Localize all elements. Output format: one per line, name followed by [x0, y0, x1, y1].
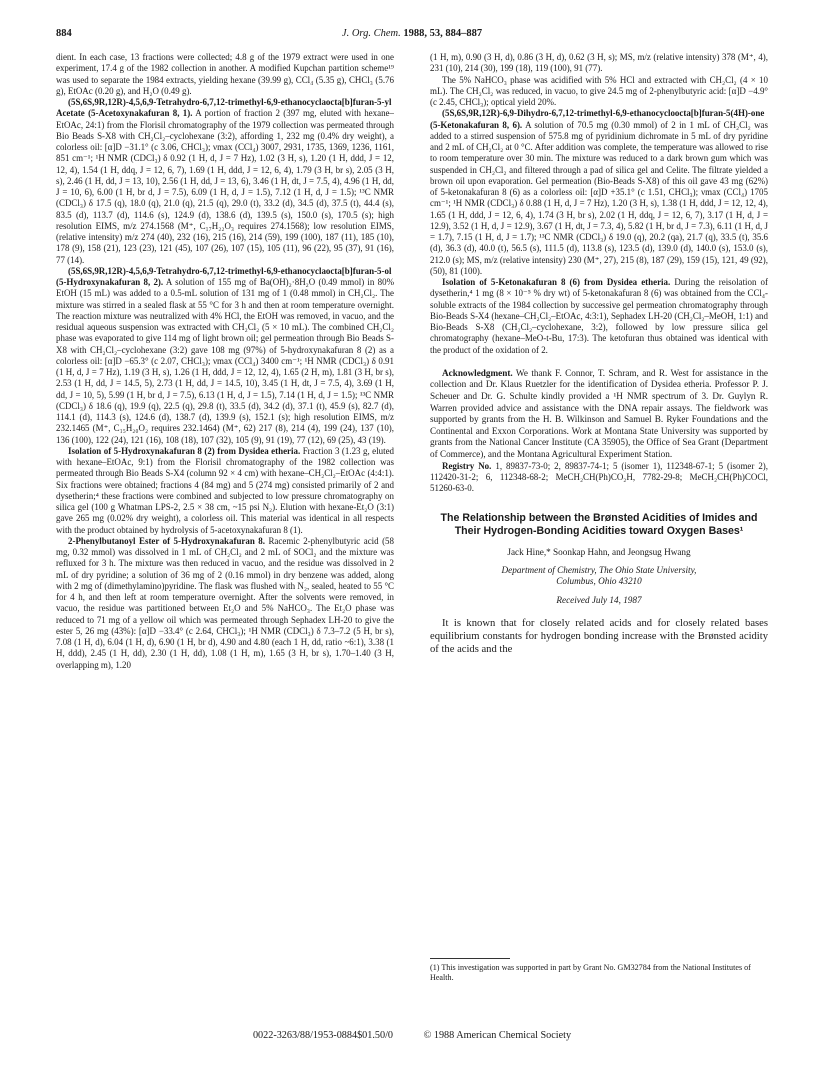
affiliation-line: Columbus, Ohio 43210 — [556, 575, 642, 586]
article-authors: Jack Hine,* Soonkap Hahn, and Jeongsug Hwang — [507, 547, 691, 558]
paragraph-body: Fraction 3 (1.23 g, eluted with hexane–EtOAc, 9:1) from the Florisil chromatography of the 1982 collection was permeated through Bio Beads S-X4 (column 92 × 4 cm) with hexane–CH₂Cl₂–EtOAc (4:4:1). Six fractions were obtained; fractions 4 (84 mg) and 5 (274 mg) consisted primarily of 2 and dysetherin;⁴ these fractions were combined and subjected to low pressure chromatography on silica gel (100 g Whatman LPS-2, 2.5 × 38 cm, ~15 psi N₂). Elution with hexane-Et₂O (3:1) gave 265 mg (0.02% dry weight), a colorless oil. This material was identical in all respects with the product obtained by hydrolysis of 5-acetoxynakafuran 8 (1). — [56, 445, 394, 535]
page-number: 884 — [56, 28, 72, 39]
paragraph-body: A solution of 70.5 mg (0.30 mmol) of 2 in 1 mL of CH₂Cl₂ was added to a stirred suspension of 575.8 mg of pyridinium dichromate in 5 mL of dry pyridine and 2 mL of CH₂Cl₂ at 0 °C. After addition was complete, the temperature was allowed to rise to room temperature over 30 min. The mixture was reduced to a dark brown gum which was suspended in CH₂Cl₂ and filtered through a pad of silica gel and Celite. The filtrate yielded a brown oil upon evaporation. Gel permeation (Bio-Beads S-X8) of this oil gave 43 mg (62%) of 5-ketonakafuran 8 (6) as a colorless oil: [α]D +35.1° (c 1.51, CHCl₃); νmax (CCl₄) 1705 cm⁻¹; ¹H NMR (CDCl₃) δ 0.88 (1 H, d, J = 7 Hz), 1.20 (3 H, s), 1.38 (1 H, ddd, J = 12, 12, 4), 1.65 (1 H, ddd, J = 12, 6, 4), 1.74 (3 H, br s), 2.02 (1 H, ddq, J = 12, 6, 7), 3.17 (1 H, d, J = 12.9), 3.52 (1 H, d, J = 12.9), 3.67 (1 H, dt, J = 7.3, 4), 5.82 (1 H, br d, J = 7.3), 6.11 (1 H, d, J = 1.7), 7.15 (1 H, d, J = 1.7); ¹³C NMR (CDCl₃) δ 19.0 (q), 20.2 (qa), 21.7 (q), 33.5 (t), 35.6 (d), 36.3 (d), 40.0 (t), 56.5 (s), 111.5 (d), 113.8 (s), 123.5 (d), 139.0 (d), 140.0 (s), 153.0 (s), 212.0 (s); MS, m/z (relative intensity) 230 (M⁺, 27), 215 (8), 187 (29), 159 (15), 121, 49 (92), (50), 81 (100). — [430, 119, 768, 276]
paragraph-body: During the reisolation of dysetherin,⁴ 1 mg (8 × 10⁻⁵ % dry wt) of 5-ketonakafuran 8 (6) was obtained from the CCl₄-soluble extracts of the 1984 collection by successive gel permeation chromatography through Bio-Beads S-X4 (hexane–CH₂Cl₂–EtOAc, 4:3:1), Sephadex LH-20 (CH₂Cl₂–MeOH, 1:1) and Bio-Beads S-X8 (CH₂Cl₂–cyclohexane, 3:2), followed by low pressure silica gel chromatography (hexane–MeO-t-Bu, 17:3). The ketofuran thus obtained was identical with the product of the oxidation of 2. — [430, 277, 768, 355]
paragraph — [430, 108, 768, 277]
affiliation-line: Department of Chemistry, The Ohio State University, — [501, 564, 697, 575]
right-column — [430, 52, 768, 1007]
footer-code: 0022-3263/88/1953-0884$01.50/0 — [252, 1030, 394, 1041]
registry-numbers — [430, 461, 768, 495]
section-heading: (5S,6S,9R,12R)-4,5,6,9-Tetrahydro-6,7,12-trimethyl-6,9-ethanocyclaocta[b]furan-5-ol (5-Hydroxynakafuran 8, 2). — [56, 265, 392, 287]
acknowledgment-heading: Acknowledgment. — [442, 367, 513, 378]
article-affiliation — [430, 565, 768, 588]
paragraph: dient. In each case, 13 fractions were collected; 4.8 g of the 1979 extract were used in one experiment, 17.4 g of the 1982 collection in another. A modified Kupchan partition scheme¹⁹ was used to separate the 1984 extracts, yielding hexane (39.99 g), CCl₄ (5.35 g), CHCl₃ (5.76 g), EtOAc (0.20 g), and H₂O (0.49 g). — [56, 52, 394, 96]
article-intro: It is known that for closely related acids and for closely related bases equilibrium constants for hydrogen bonding increase with the Brønsted acidity of the acids and the — [430, 617, 768, 655]
footnote-text: (1) This investigation was supported in part by Grant No. GM32784 from the National Institutes of Health. — [430, 963, 751, 982]
registry-body: 1, 89837-73-0; 2, 89837-74-1; 5 (isomer 1), 112348-67-1; 5 (isomer 2), 112420-31-2; 6, 112348-68-2; MeCH₂CH(Ph)CO₂H, 7782-29-8; MeCH₂CH(Ph)COCl, 51260-63-0. — [430, 460, 768, 493]
next-article — [430, 512, 768, 656]
paragraph-body: Racemic 2-phenylbutyric acid (58 mg, 0.32 mmol) was dissolved in 1 mL of CH₂Cl₂ and 2 mL of SOCl₂ and the mixture was refluxed for 3 h. The mixture was then reduced in vacuo, and the residue was dissolved in 2 mL of dry pyridine; a solution of 36 mg of 2 (0.16 mmol) in dry benzene was added, along with 2 mg of (dimethylamino)pyridine. The flask was flushed with N₂, sealed, heated to 55 °C for 4 h, and then left at room temperature overnight. After the solvents were removed, in vacuo, the residue was partitioned between Et₂O and 5% NaHCO₃. The Et₂O phase was reduced to 71 mg of a yellow oil which was permeated through Sephadex LH-20 to give the ester 5, 26 mg (43%): [α]D −33.4° (c 2.64, CHCl₃); ¹H NMR (CDCl₃) δ 7.3–7.2 (5 H, br s), 7.08 (1 H, d), 6.04 (1 H, d), 6.90 (1 H, br d), 4.90 and 4.80 (each 1 H, dd, ratio ~6:1), 3.38 (1 H, ddd), 2.45 (1 H, dd), 2.30 (1 H, dd), 1.08 (1 H, m), 1.65 (3 H, br s), 1.70–1.40 (3 H, overlapping m), 1.20 — [56, 535, 394, 670]
journal-citation — [56, 28, 768, 39]
paragraph: The 5% NaHCO₃ phase was acidified with 5% HCl and extracted with CH₂Cl₂ (4 × 10 mL). The CH₂Cl₂ was reduced, in vacuo, to give 24.5 mg of 2-phenylbutyric acid: [α]D −4.9° (c 2.45, CHCl₃); optical yield 20%. — [430, 74, 768, 107]
paragraph — [56, 266, 394, 446]
paragraph-body: A portion of fraction 2 (397 mg, eluted with hexane–EtOAc, 24:1) from the Florisil chromatography of the 1979 collection was permeated through Bio Beads S-X8 with CH₂Cl₂–cyclohexane (3:2), affording 1, 232 mg (0.4% dry weight), a colorless oil: [α]D −31.1° (c 3.06, CHCl₃); νmax (CCl₄) 3007, 2931, 1735, 1369, 1236, 1161, 851 cm⁻¹; ¹H NMR (CDCl₃) δ 0.92 (1 H, d, J = 7 Hz), 1.02 (3 H, s), 1.20 (1 H, ddd, J = 12, 12, 4), 1.54 (1 H, ddq, J = 12, 6, 7), 1.69 (1 H, ddd, J = 12, 6, 4), 1.79 (3 H, br s), 2.05 (3 H, s), 2.46 (1 H, dd, J = 13, 10), 2.56 (1 H, dd, J = 13, 6), 3.46 (1 H, dt, J = 7.5, 4), 4.96 (1 H, dd, J = 10, 6), 6.00 (1 H, br d, J = 7.5), 6.09 (1 H, d, J = 1.5), 7.12 (1 H, d, J = 1.5); ¹³C NMR (CDCl₃) δ 17.5 (q), 18.0 (q), 21.0 (q), 21.5 (q), 29.0 (t), 33.2 (d), 34.5 (d), 37.5 (t), 44.4 (s), 83.5 (d), 113.7 (d), 114.6 (s), 124.9 (d), 138.6 (d), 139.5 (s), 150.0 (s), 170.5 (s); high resolution EIMS, m/z 274.1568 (M⁺, C₁₇H₂₂O₃ requires 274.1568); low resolution EIMS, (relative intensity) m/z 274 (40), 232 (16), 215 (16), 214 (59), 199 (100), 187 (11), 185 (10), 178 (9), 158 (21), 123 (23), 121 (45), 107 (26), 107 (15), 105 (11), 96 (22), 95 (37), 91 (16), 77 (14). — [56, 108, 394, 265]
left-column — [56, 52, 394, 1007]
received-date: Received July 14, 1987 — [556, 595, 642, 606]
paragraph — [56, 536, 394, 671]
paragraph — [56, 446, 394, 536]
paragraph-body: A solution of 155 mg of Ba(OH)₂·8H₂O (0.49 mmol) in 80% EtOH (15 mL) was added to a 0.5-mL solution of 131 mg of 1 (0.48 mmol) in CH₂Cl₂. The mixture was stirred in a sealed flask at 55 °C for 3 h and then at room temperature overnight. The reaction mixture was neutralized with 4% HCl, the EtOH was removed, in vacuo, and the residual aqueous suspension was extracted with CH₂Cl₂ (5 × 10 mL). The combined CH₂Cl₂ phase was evaporated to give 114 mg of light brown oil; gel permeation through Bio Beads S-X8 with CH₂Cl₂–cyclohexane (3:2) gave 108 mg (97%) of 5-hydroxynakafuran 8 (2) as a colorless oil: [α]D −65.3° (c 2.07, CHCl₃); νmax (CCl₄) 3400 cm⁻¹; ¹H NMR (CDCl₃) δ 0.91 (1 H, d, J = 7 Hz), 1.19 (3 H, s), 1.26 (1 H, ddd, J = 12, 12, 4), 1.65 (2 H, m), 1.81 (3 H, br s), 2.53 (1 H, dd, J = 14.5, 5), 2.73 (1 H, dd, J = 14.5, 10), 3.45 (1 H, dt, J = 7.5, 4), 3.69 (1 H, dd, J = 10, 5), 5.99 (1 H, br d, J = 7.5), 6.13 (1 H, d, J = 1.5), 7.14 (1 H, d, J = 1.5); ¹³C NMR (CDCl₃) δ 18.6 (q), 19.9 (q), 22.5 (q), 29.8 (t), 33.5 (d), 34.2 (d), 37.1 (t), 45.9 (s), 82.7 (d), 114.1 (d), 114.3 (s), 124.6 (d), 138.7 (d), 139.9 (s), 152.1 (s); high resolution EIMS, m/z 232.1465 (M⁺, C₁₅H₂₀O₂ requires 232.1464) (M⁺, 62) 217 (8), 214 (4), 199 (24), 137 (10), 136 (100), 122 (24), 121 (16), 108 (18), 107 (32), 105 (9), 91 (19), 77 (12), 69 (25), 43 (19). — [56, 277, 394, 445]
text-columns — [56, 52, 768, 1007]
footnote — [430, 958, 768, 983]
section-heading: 2-Phenylbutanoyl Ester of 5-Hydroxynakafuran 8. — [68, 535, 265, 546]
acknowledgment-body: We thank F. Connor, T. Schram, and R. West for assistance in the collection and Dr. Klaus Ruetzler for the identification of Dysidea etheria. Professor P. J. Scheuer and Dr. G. Schulte kindly provided a ¹H NMR spectrum of 3. Dr. Guylyn R. Warren provided advice and assistance with the DNA repair assays. The fieldwork was supported by grants from the H. B. Wilkinson and Samuel B. Ryker Foundations and the Continental and Exxon Corporations. Work at Montana State University was supported by grants from the National Cancer Institute (CA 35905), the Office of Sea Grant (Department of Commerce), and the Montana Agricultural Experiment Station. — [430, 367, 768, 459]
article-title: The Relationship between the Brønsted Acidities of Imides and Their Hydrogen-Bonding Acidities toward Oxygen Bases¹ — [440, 512, 758, 538]
registry-heading: Registry No. — [442, 460, 492, 471]
paragraph — [430, 277, 768, 356]
journal-name: J. Org. Chem. — [341, 28, 401, 39]
section-heading: Isolation of 5-Hydroxynakafuran 8 (2) from Dysidea etheria. — [68, 445, 301, 456]
page-footer — [56, 1030, 768, 1041]
footnote-rule — [430, 958, 510, 959]
section-heading: Isolation of 5-Ketonakafuran 8 (6) from Dysidea etheria. — [442, 277, 671, 287]
footer-copyright: © 1988 American Chemical Society — [423, 1030, 572, 1041]
section-heading: (5S,6S,9R,12R)-6,9-Dihydro-6,7,12-trimethyl-6,9-ethanocycloocta[b]furan-5(4H)-one (5-Ketonakafuran 8, 6). — [430, 108, 765, 130]
section-heading: (5S,6S,9R,12R)-4,5,6,9-Tetrahydro-6,7,12-trimethyl-6,9-ethanocyclaocta[b]furan-5-yl Acetate (5-Acetoxynakafuran 8, 1). — [56, 97, 392, 119]
acknowledgment — [430, 368, 768, 461]
journal-year-volume: 1988, 53, 884–887 — [403, 28, 483, 39]
paragraph — [56, 97, 394, 266]
running-header — [56, 28, 768, 44]
paragraph: (1 H, m), 0.90 (3 H, d), 0.86 (3 H, d), 0.62 (3 H, s); MS, m/z (relative intensity) 378 (M⁺, 4), 231 (10), 214 (30), 199 (18), 119 (100), 91 (77). — [430, 52, 768, 74]
